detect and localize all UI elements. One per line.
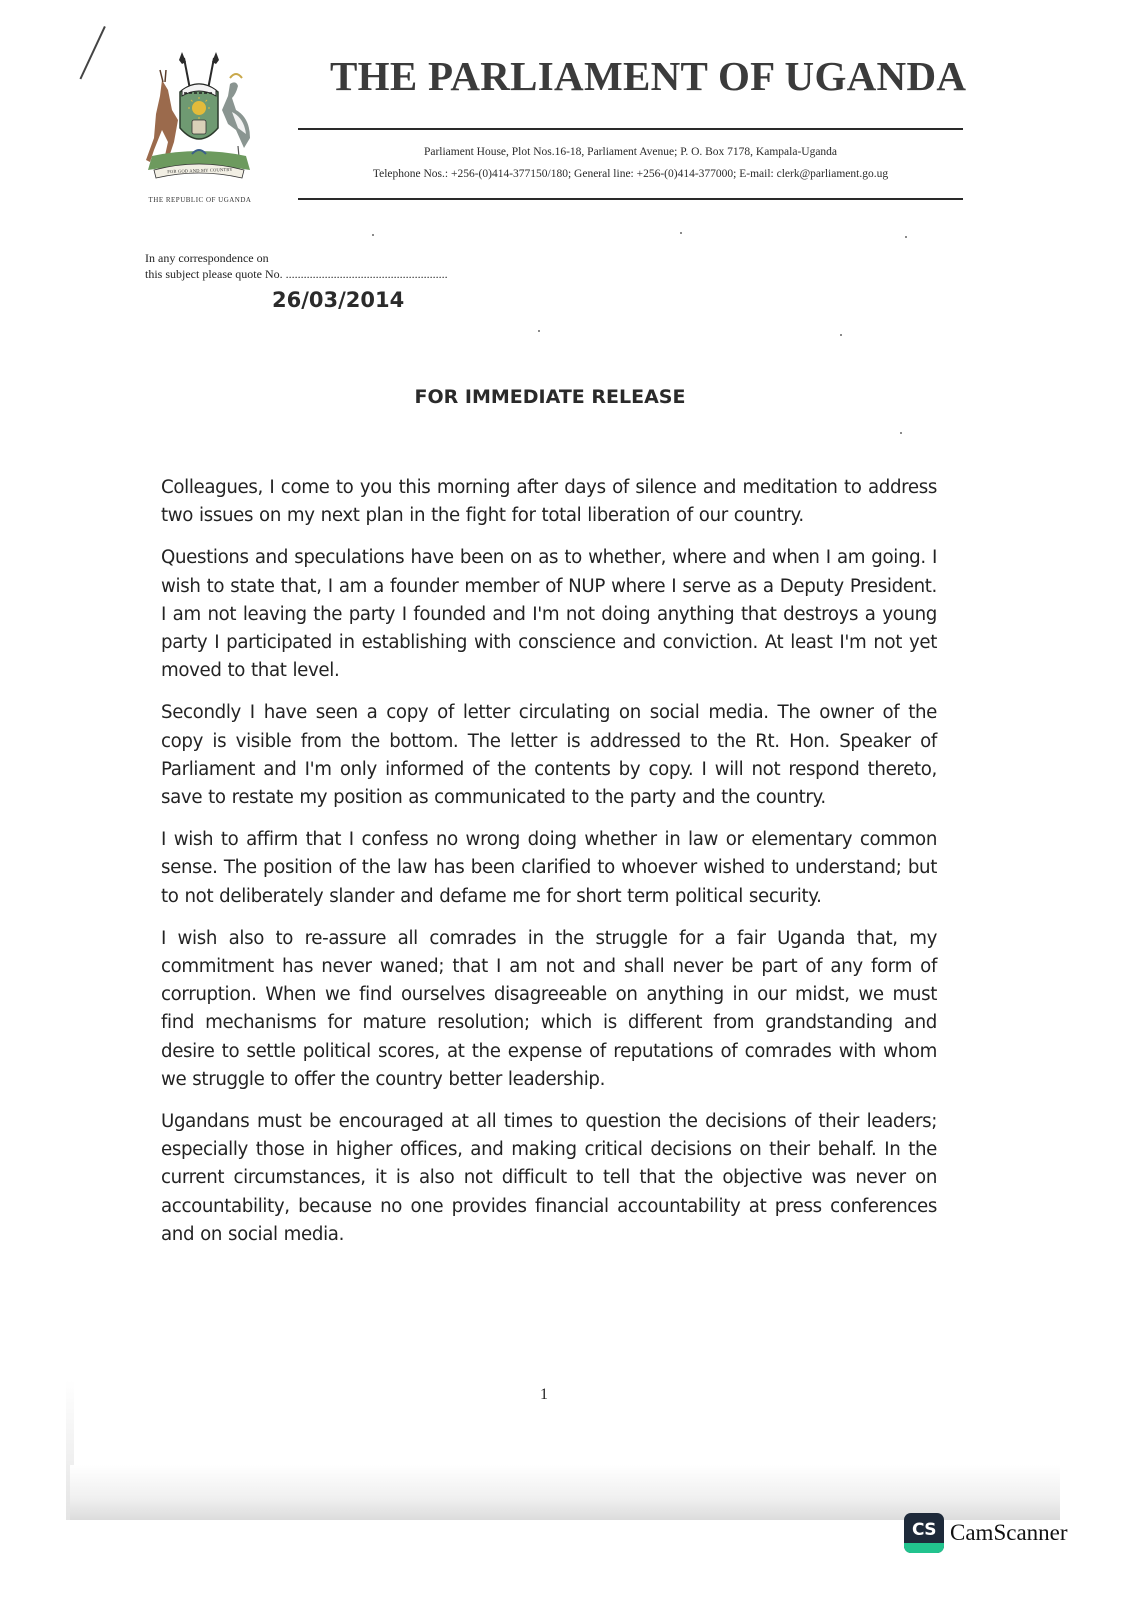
letter-date: 26/03/2014: [272, 288, 405, 312]
paragraph: Colleagues, I come to you this morning after days of silence and meditation to address two issues on my next plan in the fight for total liberation of our country.: [161, 477, 937, 527]
coat-of-arms-icon: [132, 50, 267, 200]
page-number: 1: [540, 1386, 548, 1403]
letterhead-address: Parliament House, Plot Nos.16-18, Parliament Avenue; P. O. Box 7178, Kampala-Uganda: [423, 146, 838, 158]
scan-speck: [680, 232, 682, 234]
release-heading: [0, 386, 1100, 408]
camscanner-watermark: [904, 1511, 1068, 1555]
crest-caption: THE REPUBLIC OF UGANDA: [148, 196, 252, 204]
camscanner-logo-text: CS: [911, 1520, 937, 1540]
letterhead-divider-bottom: [298, 198, 963, 200]
camscanner-logo-icon: [904, 1513, 944, 1553]
release-heading-text: FOR IMMEDIATE RELEASE: [414, 386, 686, 408]
letterhead-divider-top: [298, 128, 963, 130]
paragraph: I wish also to re-assure all comrades in the struggle for a fair Uganda that, my commitment has never waned; that I am not and shall never be part of any form of corruption. When we find ourselves disagreeable on anything in our midst, we must find mechanisms for mature resolution; which is different from grandstanding and desire to settle political scores, at the expense of reputations of comrades with whom we struggle to offer the country better leadership.: [161, 927, 937, 1090]
scan-speck: [900, 432, 902, 434]
scan-speck: [840, 334, 842, 336]
letterhead-title: THE PARLIAMENT OF UGANDA: [330, 53, 967, 99]
camscanner-name: CamScanner: [950, 1520, 1068, 1545]
paragraph: Ugandans must be encouraged at all times to question the decisions of their leaders; especially those in higher offices, and making critical decisions on their behalf. In the current circumstances, it is also not difficult to tell that the objective was never on accountability, because no one provides financial accountability at press conferences and on social media.: [161, 1111, 937, 1245]
pen-mark: [79, 26, 105, 79]
scan-speck: [538, 330, 540, 332]
scan-speck: [372, 234, 374, 236]
crest-motto: FOR GOD AND MY COUNTRY: [167, 166, 233, 175]
letterhead-contacts: Telephone Nos.: +256-(0)414-377150/180; General line: +256-(0)414-377000; E-mail: clerk@parliament.go.ug: [372, 168, 889, 180]
paragraph: Secondly I have seen a copy of letter circulating on social media. The owner of the copy is visible from the bottom. The letter is addressed to the Rt. Hon. Speaker of Parliament and I'm only informed of the contents by copy. I will not respond thereto, save to restate my position as communicated to the party and the country.: [161, 702, 937, 809]
paragraph: Questions and speculations have been on as to whether, where and when I am going. I wish to state that, I am a founder member of NUP where I serve as a Deputy President. I am not leaving the party I founded and I'm not doing anything that destroys a young party I participated in establishing with conscience and conviction. At least I'm not yet moved to that level.: [161, 547, 937, 682]
letter-body: [161, 474, 937, 1263]
reference-line-2: this subject please quote No. ......................................................: [145, 267, 448, 281]
camscanner-logo-band: [904, 1543, 944, 1553]
paragraph: I wish to affirm that I confess no wrong doing whether in law or elementary common sense. The position of the law has been clarified to whoever wished to understand; but to not deliberately slander and defame me for short term political security.: [161, 829, 937, 907]
reference-line-1: In any correspondence on: [145, 251, 269, 265]
reference-note: [145, 250, 448, 282]
scan-speck: [905, 236, 907, 238]
